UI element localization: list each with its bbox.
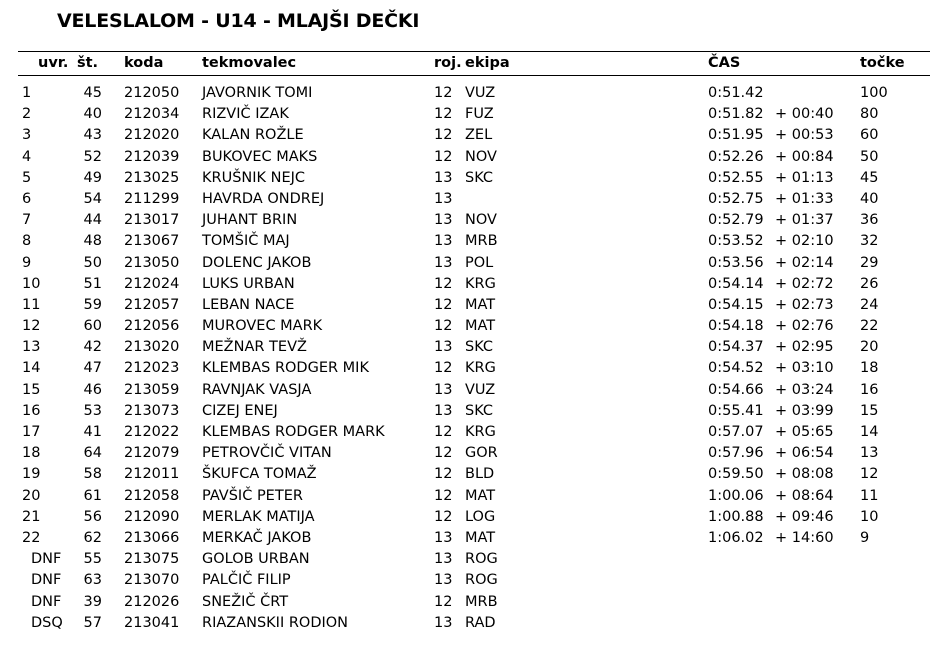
result-team: FUZ [465,106,494,123]
result-team: MAT [465,529,496,546]
result-birth-year: 12 [434,148,453,165]
result-time-difference: + 02:72 [775,275,834,292]
result-time-difference: + 01:33 [775,190,834,207]
result-competitor-name: TOMŠIČ MAJ [202,233,290,250]
table-row [0,295,949,316]
result-rank: 15 [22,381,41,398]
result-birth-year: 13 [434,529,453,546]
result-code: 212020 [124,127,180,144]
result-team: NOV [465,148,497,165]
table-row [0,337,949,358]
result-competitor-name: GOLOB URBAN [202,551,310,568]
result-birth-year: 12 [434,318,453,335]
result-team: KRG [465,424,496,440]
table-row [0,401,949,422]
result-birth-year: 12 [434,487,453,504]
result-code: 213075 [124,551,180,568]
header-competitor: tekmovalec [202,55,297,71]
result-time: 0:53.52 [708,233,764,250]
table-row [0,316,949,337]
result-competitor-name: MUROVEC MARK [202,318,323,335]
table-row [0,253,949,274]
result-birth-year: 13 [434,233,453,250]
table-row [0,125,949,146]
result-birth-year: 12 [434,424,453,440]
result-code: 213020 [124,339,180,356]
result-bib-number: 53 [83,402,102,419]
result-competitor-name: MEŽNAR TEVŽ [202,339,307,356]
result-birth-year: 12 [434,445,453,462]
result-rank: DNF [31,551,62,568]
result-code: 213017 [124,212,180,229]
result-time-difference: + 00:53 [775,127,834,144]
result-competitor-name: MERKAČ JAKOB [202,529,312,546]
result-time: 0:54.52 [708,360,764,377]
table-row [0,422,949,443]
result-points: 13 [860,445,879,462]
result-rank: 17 [22,424,41,440]
result-rank: 11 [22,296,41,313]
result-birth-year: 13 [434,381,453,398]
result-code: 211299 [124,190,180,207]
result-competitor-name: JAVORNIK TOMI [202,85,313,101]
result-team: POL [465,254,494,271]
result-code: 212023 [124,360,180,377]
result-team: VUZ [465,85,496,101]
result-code: 212026 [124,593,180,610]
result-code: 213067 [124,233,180,250]
result-code: 212050 [124,85,180,101]
result-bib-number: 57 [83,614,102,631]
table-row [0,231,949,252]
result-points: 12 [860,466,879,483]
result-code: 213073 [124,402,180,419]
result-team: ZEL [465,127,493,144]
result-bib-number: 47 [83,360,102,377]
results-table [0,83,949,634]
result-birth-year: 12 [434,508,453,525]
result-points: 32 [860,233,879,250]
result-points: 22 [860,318,879,335]
result-rank: 12 [22,318,41,335]
result-birth-year: 13 [434,254,453,271]
result-birth-year: 12 [434,106,453,123]
header-team: ekipa [465,55,510,71]
result-team: ROG [465,551,498,568]
result-time: 0:54.15 [708,296,764,313]
result-competitor-name: PAVŠIČ PETER [202,487,303,504]
result-time: 0:52.26 [708,148,764,165]
result-birth-year: 13 [434,339,453,356]
result-competitor-name: KRUŠNIK NEJC [202,169,306,186]
result-competitor-name: ŠKUFCA TOMAŽ [202,466,317,483]
header-birth-year: roj. [434,55,462,71]
result-team: MRB [465,593,498,610]
result-rank: 8 [22,233,32,250]
result-bib-number: 41 [83,424,102,440]
header-points: točke [860,55,905,71]
result-competitor-name: MERLAK MATIJA [202,508,315,525]
header-code: koda [124,55,164,71]
result-birth-year: 13 [434,614,453,631]
result-team: SKC [465,169,494,186]
result-code: 213059 [124,381,180,398]
result-rank: 19 [22,466,41,483]
result-team: MRB [465,233,498,250]
result-points: 80 [860,106,879,123]
result-code: 212090 [124,508,180,525]
result-birth-year: 12 [434,466,453,483]
result-code: 213070 [124,572,180,589]
result-rank: DNF [31,593,62,610]
result-bib-number: 62 [83,529,102,546]
result-bib-number: 54 [83,190,102,207]
table-row [0,210,949,231]
result-rank: DSQ [31,614,63,631]
header-time: ČAS [708,55,741,71]
result-team: SKC [465,339,494,356]
result-points: 14 [860,424,879,440]
result-code: 213066 [124,529,180,546]
result-time-difference: + 05:65 [775,424,834,440]
result-rank: 7 [22,212,32,229]
result-time-difference: + 08:64 [775,487,834,504]
result-birth-year: 13 [434,402,453,419]
result-competitor-name: KLEMBAS RODGER MIK [202,360,369,377]
table-row [0,464,949,485]
result-code: 212058 [124,487,180,504]
result-bib-number: 56 [83,508,102,525]
result-code: 213041 [124,614,180,631]
result-rank: 18 [22,445,41,462]
result-competitor-name: LUKS URBAN [202,275,295,292]
result-points: 100 [860,85,888,101]
result-bib-number: 61 [83,487,102,504]
result-competitor-name: RIAZANSKII RODION [202,614,349,631]
table-row [0,380,949,401]
result-competitor-name: PETROVČIČ VITAN [202,445,332,462]
result-points: 15 [860,402,879,419]
result-time-difference: + 02:10 [775,233,834,250]
result-rank: DNF [31,572,62,589]
result-time: 0:53.56 [708,254,764,271]
result-team: MAT [465,487,496,504]
result-time: 0:52.55 [708,169,764,186]
result-code: 212024 [124,275,180,292]
result-time: 0:55.41 [708,402,764,419]
result-rank: 5 [22,169,32,186]
header-rank: uvr. [38,55,69,71]
result-bib-number: 39 [83,593,102,610]
result-time-difference: + 01:13 [775,169,834,186]
result-time: 0:54.66 [708,381,764,398]
result-competitor-name: KLEMBAS RODGER MARK [202,424,385,440]
result-time: 0:51.95 [708,127,764,144]
table-row [0,549,949,570]
result-points: 29 [860,254,879,271]
result-competitor-name: JUHANT BRIN [202,212,298,229]
result-code: 212034 [124,106,180,123]
result-rank: 10 [22,275,41,292]
result-bib-number: 52 [83,148,102,165]
result-bib-number: 45 [83,85,102,101]
result-birth-year: 12 [434,85,453,101]
result-time: 0:59.50 [708,466,764,483]
result-birth-year: 12 [434,296,453,313]
result-competitor-name: HAVRDA ONDREJ [202,190,325,207]
result-time: 0:52.79 [708,212,764,229]
result-competitor-name: CIZEJ ENEJ [202,402,278,419]
result-points: 9 [860,529,870,546]
table-row [0,507,949,528]
result-points: 20 [860,339,879,356]
header-bottom-rule [18,75,930,76]
result-bib-number: 58 [83,466,102,483]
result-competitor-name: RIZVIČ IZAK [202,106,289,123]
result-team: KRG [465,275,496,292]
result-code: 212039 [124,148,180,165]
result-code: 212056 [124,318,180,335]
result-points: 40 [860,190,879,207]
table-row [0,168,949,189]
result-rank: 6 [22,190,32,207]
result-time-difference: + 02:73 [775,296,834,313]
result-rank: 4 [22,148,32,165]
table-row [0,570,949,591]
result-time-difference: + 02:95 [775,339,834,356]
result-team: NOV [465,212,497,229]
result-points: 60 [860,127,879,144]
result-birth-year: 13 [434,212,453,229]
result-code: 213025 [124,169,180,186]
result-rank: 13 [22,339,41,356]
result-bib-number: 51 [83,275,102,292]
result-code: 212057 [124,296,180,313]
table-row [0,104,949,125]
result-bib-number: 44 [83,212,102,229]
result-time: 0:51.42 [708,85,764,101]
result-competitor-name: DOLENC JAKOB [202,254,312,271]
result-time: 0:54.14 [708,275,764,292]
header-bib-number: št. [77,55,99,71]
result-time: 0:54.18 [708,318,764,335]
result-birth-year: 13 [434,190,453,207]
result-team: VUZ [465,381,496,398]
result-bib-number: 59 [83,296,102,313]
result-bib-number: 50 [83,254,102,271]
result-birth-year: 12 [434,275,453,292]
result-team: MAT [465,296,496,313]
result-rank: 14 [22,360,41,377]
result-team: LOG [465,508,496,525]
result-time: 0:52.75 [708,190,764,207]
result-rank: 3 [22,127,32,144]
result-time: 1:00.06 [708,487,764,504]
result-rank: 1 [22,85,32,101]
result-competitor-name: BUKOVEC MAKS [202,148,318,165]
result-time-difference: + 00:84 [775,148,834,165]
result-bib-number: 46 [83,381,102,398]
result-time-difference: + 00:40 [775,106,834,123]
result-time-difference: + 08:08 [775,466,834,483]
result-bib-number: 49 [83,169,102,186]
result-competitor-name: PALČIČ FILIP [202,572,291,589]
result-time: 1:00.88 [708,508,764,525]
table-row [0,83,949,104]
result-competitor-name: KALAN ROŽLE [202,127,304,144]
result-time-difference: + 03:99 [775,402,834,419]
result-rank: 22 [22,529,41,546]
result-points: 24 [860,296,879,313]
result-team: MAT [465,318,496,335]
result-time: 0:54.37 [708,339,764,356]
result-points: 45 [860,169,879,186]
result-code: 212011 [124,466,180,483]
result-competitor-name: LEBAN NACE [202,296,295,313]
result-bib-number: 40 [83,106,102,123]
table-row [0,274,949,295]
table-row [0,528,949,549]
result-team: ROG [465,572,498,589]
table-row [0,592,949,613]
result-bib-number: 55 [83,551,102,568]
result-birth-year: 12 [434,593,453,610]
table-row [0,147,949,168]
result-time-difference: + 02:76 [775,318,834,335]
result-rank: 21 [22,508,41,525]
table-row [0,358,949,379]
result-competitor-name: SNEŽIČ ČRT [202,593,289,610]
table-row [0,443,949,464]
result-competitor-name: RAVNJAK VASJA [202,381,312,398]
result-rank: 9 [22,254,32,271]
result-bib-number: 48 [83,233,102,250]
result-birth-year: 13 [434,551,453,568]
result-bib-number: 42 [83,339,102,356]
result-time-difference: + 09:46 [775,508,834,525]
table-row [0,613,949,634]
result-bib-number: 60 [83,318,102,335]
table-row [0,189,949,210]
result-birth-year: 13 [434,169,453,186]
result-time: 0:57.07 [708,424,764,440]
result-points: 10 [860,508,879,525]
result-birth-year: 13 [434,572,453,589]
header-top-rule [18,51,930,52]
result-points: 26 [860,275,879,292]
result-code: 212079 [124,445,180,462]
result-bib-number: 63 [83,572,102,589]
result-points: 36 [860,212,879,229]
result-time-difference: + 06:54 [775,445,834,462]
result-rank: 16 [22,402,41,419]
result-team: KRG [465,360,496,377]
table-row [0,486,949,507]
result-time-difference: + 02:14 [775,254,834,271]
result-points: 18 [860,360,879,377]
result-points: 11 [860,487,879,504]
result-points: 16 [860,381,879,398]
result-code: 212022 [124,424,180,440]
result-rank: 20 [22,487,41,504]
result-team: RAD [465,614,496,631]
result-birth-year: 12 [434,360,453,377]
result-bib-number: 43 [83,127,102,144]
page-title: VELESLALOM - U14 - MLAJŠI DEČKI [57,10,420,32]
result-time-difference: + 03:24 [775,381,834,398]
result-code: 213050 [124,254,180,271]
result-bib-number: 64 [83,445,102,462]
result-points: 50 [860,148,879,165]
result-team: SKC [465,402,494,419]
result-time: 0:57.96 [708,445,764,462]
result-team: BLD [465,466,495,483]
result-time-difference: + 14:60 [775,529,834,546]
result-rank: 2 [22,106,32,123]
result-time-difference: + 03:10 [775,360,834,377]
result-birth-year: 12 [434,127,453,144]
result-time-difference: + 01:37 [775,212,834,229]
result-team: GOR [465,445,498,462]
result-time: 1:06.02 [708,529,764,546]
result-time: 0:51.82 [708,106,764,123]
